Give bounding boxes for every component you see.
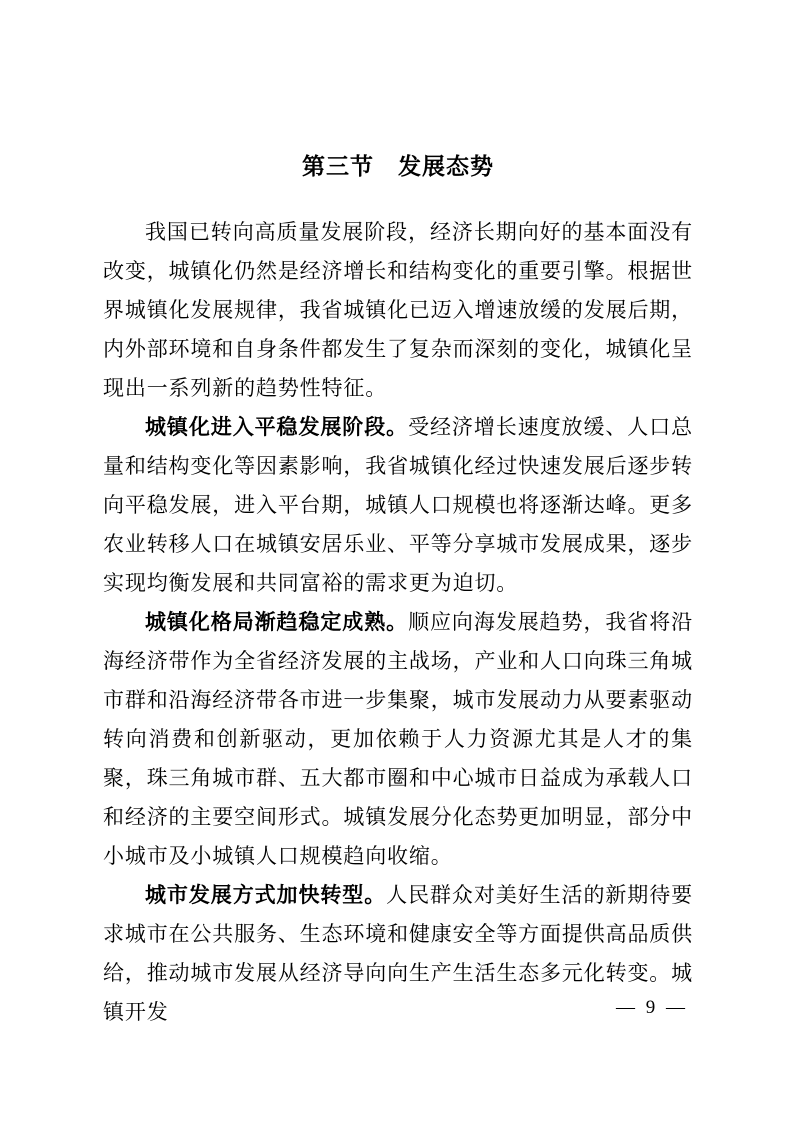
page-number: — 9 — [616, 997, 688, 1018]
section-title: 第三节 发展态势 [302, 154, 494, 179]
paragraph-lead: 城市发展方式加快转型。 [145, 883, 387, 907]
paragraph [103, 213, 693, 408]
paragraph-lead: 城镇化进入平稳发展阶段。 [145, 415, 409, 439]
paragraph [103, 876, 693, 1032]
paragraph-text: 受经济增长速度放缓、人口总量和结构变化等因素影响，我省城镇化经过快速发展后逐步转向平稳发展，进入平台期，城镇人口规模也将逐渐达峰。更多农业转移人口在城镇安居乐业、平等分享城市发展成果，逐步实现均衡发展和共同富裕的需求更为迫切。 [103, 415, 693, 595]
paragraph-lead: 城镇化格局渐趋稳定成熟。 [145, 610, 409, 634]
paragraph-text: 我国已转向高质量发展阶段，经济长期向好的基本面没有改变，城镇化仍然是经济增长和结构变化的重要引擎。根据世界城镇化发展规律，我省城镇化已迈入增速放缓的发展后期，内外部环境和自身条件都发生了复杂而深刻的变化，城镇化呈现出一系列新的趋势性特征。 [103, 220, 693, 400]
paragraph [103, 408, 693, 603]
paragraph-text: 人民群众对美好生活的新期待要求城市在公共服务、生态环境和健康安全等方面提供高品质供给，推动城市发展从经济导向向生产生活生态多元化转变。城镇开发 [103, 883, 693, 1024]
paragraph-text: 顺应向海发展趋势，我省将沿海经济带作为全省经济发展的主战场，产业和人口向珠三角城市群和沿海经济带各市进一步集聚，城市发展动力从要素驱动转向消费和创新驱动，更加依赖于人力资源尤其是人才的集聚，珠三角城市群、五大都市圈和中心城市日益成为承载人口和经济的主要空间形式。城镇发展分化态势更加明显，部分中小城市及小城镇人口规模趋向收缩。 [103, 610, 693, 868]
paragraph [103, 603, 693, 876]
page-content [103, 147, 693, 1032]
